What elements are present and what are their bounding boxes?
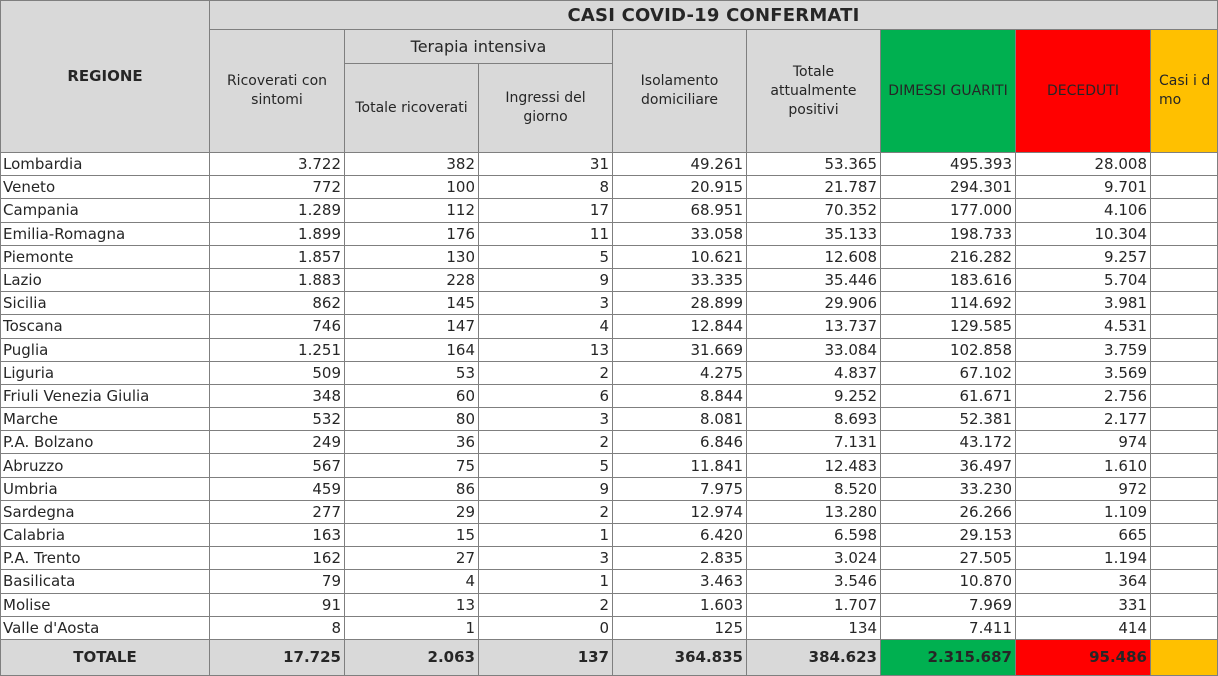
ricoverati-cell: 459 <box>210 477 345 500</box>
deceduti-cell: 2.177 <box>1016 408 1151 431</box>
banner-title: CASI COVID-19 CONFERMATI <box>210 1 1218 30</box>
casi-cell <box>1151 222 1218 245</box>
regione-cell: Lombardia <box>1 153 210 176</box>
casi-cell <box>1151 593 1218 616</box>
header-casi-partial: Casi i d mo <box>1151 30 1218 153</box>
ingressi-cell: 11 <box>479 222 613 245</box>
ingressi-cell: 13 <box>479 338 613 361</box>
isolamento-cell: 68.951 <box>613 199 747 222</box>
total-isolamento-cell: 364.835 <box>613 639 747 675</box>
terapia-intensiva-cell: 1 <box>345 616 479 639</box>
deceduti-cell: 3.981 <box>1016 292 1151 315</box>
dimessi-cell: 129.585 <box>881 315 1016 338</box>
ingressi-cell: 2 <box>479 431 613 454</box>
positivi-cell: 8.693 <box>747 408 881 431</box>
table-row <box>1 361 1218 384</box>
positivi-cell: 70.352 <box>747 199 881 222</box>
ricoverati-cell: 1.857 <box>210 245 345 268</box>
ricoverati-cell: 91 <box>210 593 345 616</box>
ricoverati-cell: 509 <box>210 361 345 384</box>
terapia-intensiva-cell: 60 <box>345 384 479 407</box>
ingressi-cell: 1 <box>479 524 613 547</box>
terapia-intensiva-cell: 53 <box>345 361 479 384</box>
ricoverati-cell: 567 <box>210 454 345 477</box>
terapia-intensiva-cell: 15 <box>345 524 479 547</box>
casi-cell <box>1151 454 1218 477</box>
isolamento-cell: 6.846 <box>613 431 747 454</box>
casi-cell <box>1151 524 1218 547</box>
terapia-intensiva-cell: 176 <box>345 222 479 245</box>
regione-cell: Abruzzo <box>1 454 210 477</box>
regione-cell: Valle d'Aosta <box>1 616 210 639</box>
dimessi-cell: 7.411 <box>881 616 1016 639</box>
dimessi-cell: 67.102 <box>881 361 1016 384</box>
total-label: TOTALE <box>1 639 210 675</box>
terapia-intensiva-cell: 86 <box>345 477 479 500</box>
table-row <box>1 547 1218 570</box>
deceduti-cell: 414 <box>1016 616 1151 639</box>
regione-cell: Umbria <box>1 477 210 500</box>
table-row <box>1 268 1218 291</box>
table-row <box>1 199 1218 222</box>
casi-cell <box>1151 153 1218 176</box>
dimessi-cell: 10.870 <box>881 570 1016 593</box>
deceduti-cell: 972 <box>1016 477 1151 500</box>
ricoverati-cell: 532 <box>210 408 345 431</box>
ingressi-cell: 0 <box>479 616 613 639</box>
casi-cell <box>1151 338 1218 361</box>
isolamento-cell: 2.835 <box>613 547 747 570</box>
positivi-cell: 12.483 <box>747 454 881 477</box>
isolamento-cell: 8.844 <box>613 384 747 407</box>
ricoverati-cell: 746 <box>210 315 345 338</box>
table-row <box>1 153 1218 176</box>
deceduti-cell: 5.704 <box>1016 268 1151 291</box>
deceduti-cell: 1.194 <box>1016 547 1151 570</box>
table-row <box>1 500 1218 523</box>
regione-cell: Calabria <box>1 524 210 547</box>
dimessi-cell: 33.230 <box>881 477 1016 500</box>
regione-cell: Veneto <box>1 176 210 199</box>
table-row <box>1 616 1218 639</box>
header-ricoverati: Ricoverati con sintomi <box>210 30 345 153</box>
table-row <box>1 570 1218 593</box>
dimessi-cell: 177.000 <box>881 199 1016 222</box>
total-ingressi-cell: 137 <box>479 639 613 675</box>
regione-cell: P.A. Bolzano <box>1 431 210 454</box>
terapia-intensiva-cell: 4 <box>345 570 479 593</box>
terapia-intensiva-cell: 27 <box>345 547 479 570</box>
casi-cell <box>1151 268 1218 291</box>
ingressi-cell: 4 <box>479 315 613 338</box>
ricoverati-cell: 1.251 <box>210 338 345 361</box>
isolamento-cell: 12.844 <box>613 315 747 338</box>
positivi-cell: 33.084 <box>747 338 881 361</box>
dimessi-cell: 36.497 <box>881 454 1016 477</box>
ricoverati-cell: 249 <box>210 431 345 454</box>
total-positivi-cell: 384.623 <box>747 639 881 675</box>
isolamento-cell: 1.603 <box>613 593 747 616</box>
regione-cell: P.A. Trento <box>1 547 210 570</box>
terapia-intensiva-cell: 80 <box>345 408 479 431</box>
ingressi-cell: 3 <box>479 408 613 431</box>
ingressi-cell: 2 <box>479 500 613 523</box>
deceduti-cell: 974 <box>1016 431 1151 454</box>
ingressi-cell: 3 <box>479 292 613 315</box>
table-row <box>1 431 1218 454</box>
terapia-intensiva-cell: 36 <box>345 431 479 454</box>
ricoverati-cell: 163 <box>210 524 345 547</box>
positivi-cell: 1.707 <box>747 593 881 616</box>
ricoverati-cell: 772 <box>210 176 345 199</box>
positivi-cell: 53.365 <box>747 153 881 176</box>
deceduti-cell: 10.304 <box>1016 222 1151 245</box>
total-casi-cell <box>1151 639 1218 675</box>
regione-cell: Emilia-Romagna <box>1 222 210 245</box>
ricoverati-cell: 277 <box>210 500 345 523</box>
terapia-intensiva-cell: 382 <box>345 153 479 176</box>
header-positivi: Totale attualmente positivi <box>747 30 881 153</box>
regione-cell: Marche <box>1 408 210 431</box>
positivi-cell: 7.131 <box>747 431 881 454</box>
table-row <box>1 384 1218 407</box>
deceduti-cell: 4.106 <box>1016 199 1151 222</box>
regione-cell: Puglia <box>1 338 210 361</box>
regione-cell: Basilicata <box>1 570 210 593</box>
ingressi-cell: 3 <box>479 547 613 570</box>
isolamento-cell: 10.621 <box>613 245 747 268</box>
isolamento-cell: 3.463 <box>613 570 747 593</box>
positivi-cell: 8.520 <box>747 477 881 500</box>
deceduti-cell: 331 <box>1016 593 1151 616</box>
header-regione: REGIONE <box>1 1 210 153</box>
table-row <box>1 593 1218 616</box>
dimessi-cell: 102.858 <box>881 338 1016 361</box>
ingressi-cell: 17 <box>479 199 613 222</box>
casi-cell <box>1151 431 1218 454</box>
terapia-intensiva-cell: 13 <box>345 593 479 616</box>
positivi-cell: 12.608 <box>747 245 881 268</box>
table-row <box>1 292 1218 315</box>
positivi-cell: 3.024 <box>747 547 881 570</box>
deceduti-cell: 9.701 <box>1016 176 1151 199</box>
ingressi-cell: 2 <box>479 593 613 616</box>
ricoverati-cell: 348 <box>210 384 345 407</box>
casi-cell <box>1151 315 1218 338</box>
positivi-cell: 29.906 <box>747 292 881 315</box>
header-terapia-intensiva: Terapia intensiva <box>345 30 613 64</box>
casi-cell <box>1151 547 1218 570</box>
ingressi-cell: 9 <box>479 477 613 500</box>
dimessi-cell: 27.505 <box>881 547 1016 570</box>
ingressi-cell: 9 <box>479 268 613 291</box>
ingressi-cell: 31 <box>479 153 613 176</box>
ingressi-cell: 6 <box>479 384 613 407</box>
ricoverati-cell: 8 <box>210 616 345 639</box>
terapia-intensiva-cell: 112 <box>345 199 479 222</box>
casi-cell <box>1151 616 1218 639</box>
casi-cell <box>1151 384 1218 407</box>
isolamento-cell: 6.420 <box>613 524 747 547</box>
ricoverati-cell: 79 <box>210 570 345 593</box>
positivi-cell: 13.737 <box>747 315 881 338</box>
positivi-cell: 9.252 <box>747 384 881 407</box>
terapia-intensiva-cell: 164 <box>345 338 479 361</box>
table-row <box>1 408 1218 431</box>
dimessi-cell: 29.153 <box>881 524 1016 547</box>
dimessi-cell: 183.616 <box>881 268 1016 291</box>
total-deceduti-cell: 95.486 <box>1016 639 1151 675</box>
casi-cell <box>1151 176 1218 199</box>
positivi-cell: 35.133 <box>747 222 881 245</box>
isolamento-cell: 33.335 <box>613 268 747 291</box>
deceduti-cell: 3.569 <box>1016 361 1151 384</box>
terapia-intensiva-cell: 145 <box>345 292 479 315</box>
table-row <box>1 454 1218 477</box>
table-row <box>1 524 1218 547</box>
terapia-intensiva-cell: 29 <box>345 500 479 523</box>
ricoverati-cell: 3.722 <box>210 153 345 176</box>
deceduti-cell: 28.008 <box>1016 153 1151 176</box>
deceduti-cell: 364 <box>1016 570 1151 593</box>
dimessi-cell: 495.393 <box>881 153 1016 176</box>
regione-cell: Sardegna <box>1 500 210 523</box>
isolamento-cell: 7.975 <box>613 477 747 500</box>
casi-cell <box>1151 245 1218 268</box>
regione-cell: Toscana <box>1 315 210 338</box>
header-totale-ricoverati: Totale ricoverati <box>345 64 479 153</box>
terapia-intensiva-cell: 228 <box>345 268 479 291</box>
deceduti-cell: 1.109 <box>1016 500 1151 523</box>
dimessi-cell: 294.301 <box>881 176 1016 199</box>
positivi-cell: 13.280 <box>747 500 881 523</box>
total-ricoverati-cell: 17.725 <box>210 639 345 675</box>
casi-cell <box>1151 570 1218 593</box>
table-row <box>1 315 1218 338</box>
dimessi-cell: 7.969 <box>881 593 1016 616</box>
ingressi-cell: 5 <box>479 245 613 268</box>
dimessi-cell: 216.282 <box>881 245 1016 268</box>
ingressi-cell: 5 <box>479 454 613 477</box>
ricoverati-cell: 1.899 <box>210 222 345 245</box>
deceduti-cell: 9.257 <box>1016 245 1151 268</box>
isolamento-cell: 49.261 <box>613 153 747 176</box>
ingressi-cell: 2 <box>479 361 613 384</box>
isolamento-cell: 4.275 <box>613 361 747 384</box>
isolamento-cell: 12.974 <box>613 500 747 523</box>
casi-cell <box>1151 292 1218 315</box>
positivi-cell: 3.546 <box>747 570 881 593</box>
total-row <box>1 639 1218 675</box>
ingressi-cell: 8 <box>479 176 613 199</box>
isolamento-cell: 33.058 <box>613 222 747 245</box>
positivi-cell: 21.787 <box>747 176 881 199</box>
deceduti-cell: 4.531 <box>1016 315 1151 338</box>
casi-cell <box>1151 361 1218 384</box>
regione-cell: Friuli Venezia Giulia <box>1 384 210 407</box>
deceduti-cell: 2.756 <box>1016 384 1151 407</box>
ingressi-cell: 1 <box>479 570 613 593</box>
dimessi-cell: 61.671 <box>881 384 1016 407</box>
total-terapia-intensiva-cell: 2.063 <box>345 639 479 675</box>
ricoverati-cell: 162 <box>210 547 345 570</box>
deceduti-cell: 3.759 <box>1016 338 1151 361</box>
isolamento-cell: 28.899 <box>613 292 747 315</box>
regione-cell: Liguria <box>1 361 210 384</box>
ricoverati-cell: 1.289 <box>210 199 345 222</box>
header-ingressi: Ingressi del giorno <box>479 64 613 153</box>
positivi-cell: 6.598 <box>747 524 881 547</box>
positivi-cell: 35.446 <box>747 268 881 291</box>
isolamento-cell: 125 <box>613 616 747 639</box>
casi-cell <box>1151 408 1218 431</box>
table-row <box>1 222 1218 245</box>
isolamento-cell: 8.081 <box>613 408 747 431</box>
regione-cell: Piemonte <box>1 245 210 268</box>
total-dimessi-cell: 2.315.687 <box>881 639 1016 675</box>
dimessi-cell: 114.692 <box>881 292 1016 315</box>
positivi-cell: 4.837 <box>747 361 881 384</box>
header-isolamento: Isolamento domiciliare <box>613 30 747 153</box>
terapia-intensiva-cell: 130 <box>345 245 479 268</box>
casi-cell <box>1151 199 1218 222</box>
regione-cell: Sicilia <box>1 292 210 315</box>
table-row <box>1 245 1218 268</box>
regione-cell: Lazio <box>1 268 210 291</box>
casi-cell <box>1151 500 1218 523</box>
positivi-cell: 134 <box>747 616 881 639</box>
ricoverati-cell: 1.883 <box>210 268 345 291</box>
isolamento-cell: 11.841 <box>613 454 747 477</box>
isolamento-cell: 20.915 <box>613 176 747 199</box>
deceduti-cell: 665 <box>1016 524 1151 547</box>
casi-cell <box>1151 477 1218 500</box>
regione-cell: Campania <box>1 199 210 222</box>
header-dimessi: DIMESSI GUARITI <box>881 30 1016 153</box>
dimessi-cell: 43.172 <box>881 431 1016 454</box>
terapia-intensiva-cell: 75 <box>345 454 479 477</box>
terapia-intensiva-cell: 100 <box>345 176 479 199</box>
dimessi-cell: 52.381 <box>881 408 1016 431</box>
table-row <box>1 338 1218 361</box>
isolamento-cell: 31.669 <box>613 338 747 361</box>
deceduti-cell: 1.610 <box>1016 454 1151 477</box>
terapia-intensiva-cell: 147 <box>345 315 479 338</box>
header-deceduti: DECEDUTI <box>1016 30 1151 153</box>
dimessi-cell: 198.733 <box>881 222 1016 245</box>
table-row <box>1 477 1218 500</box>
table-row <box>1 176 1218 199</box>
dimessi-cell: 26.266 <box>881 500 1016 523</box>
ricoverati-cell: 862 <box>210 292 345 315</box>
regione-cell: Molise <box>1 593 210 616</box>
